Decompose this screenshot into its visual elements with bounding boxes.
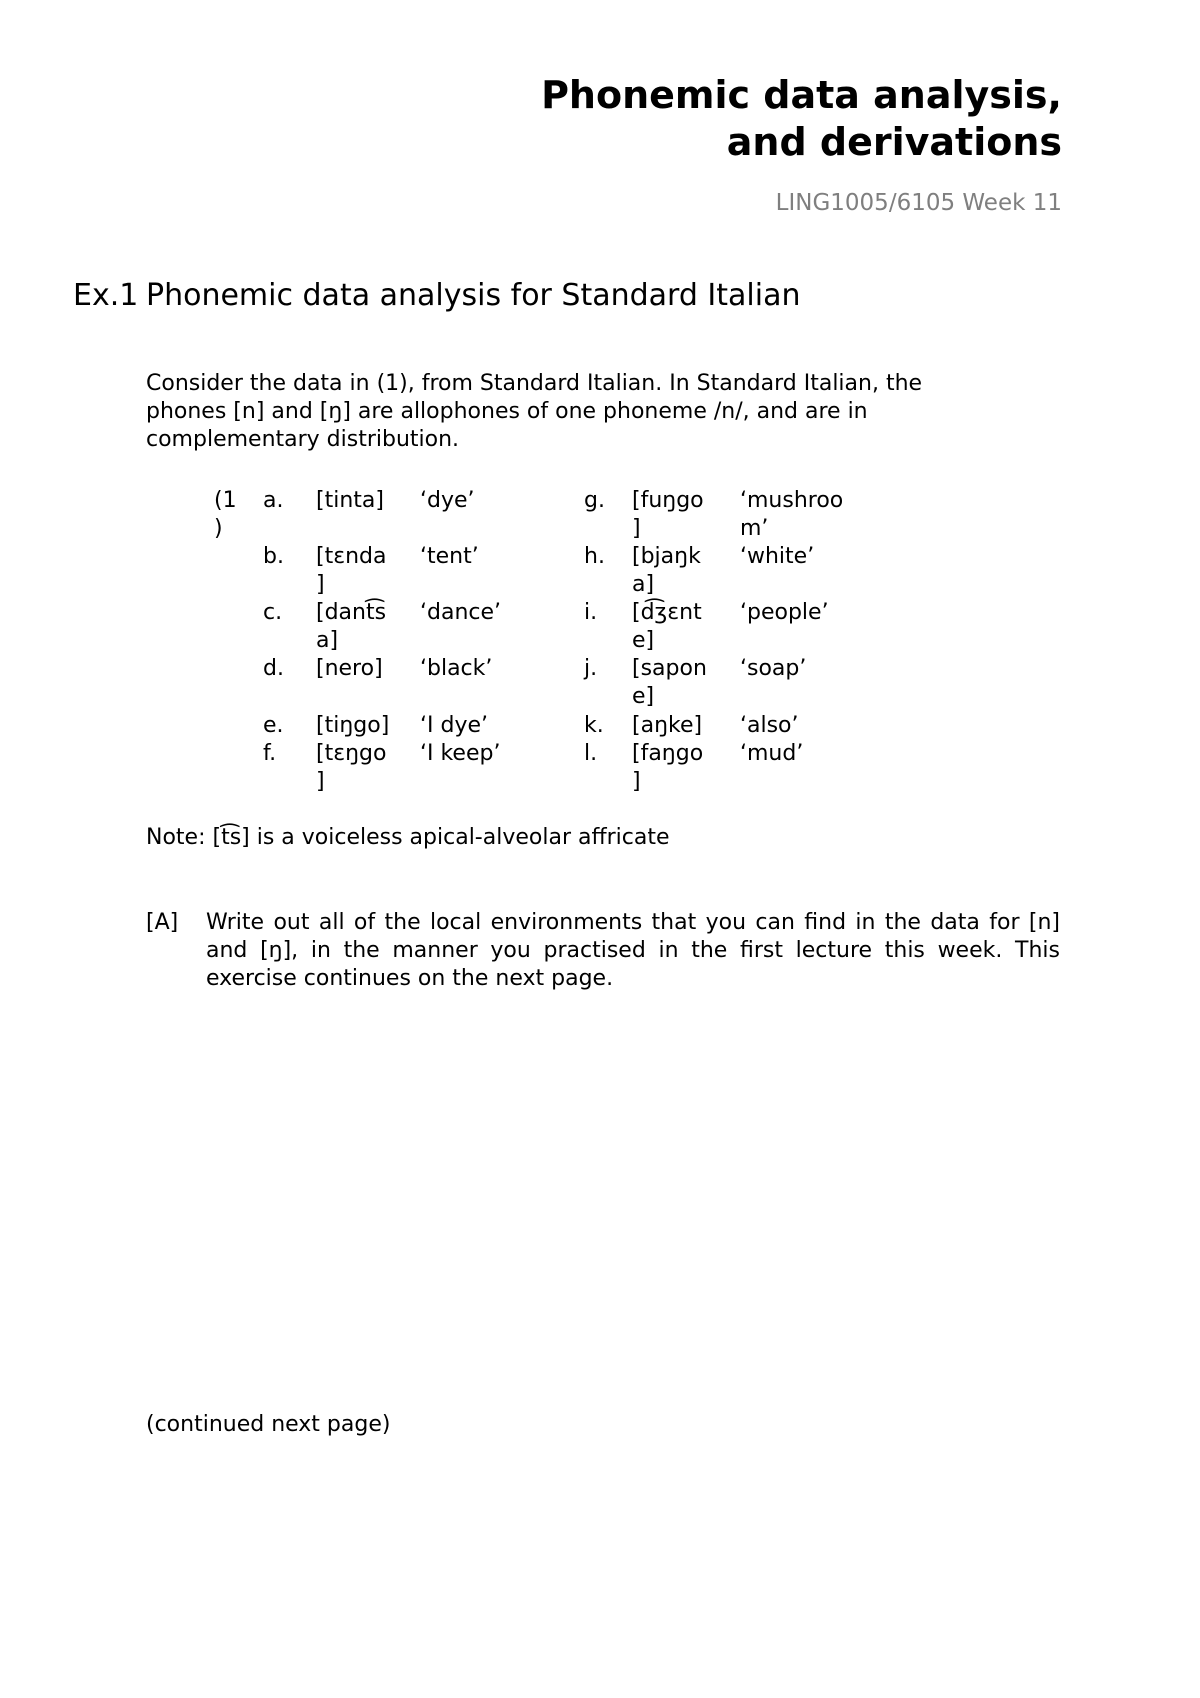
gloss: ‘I keep’: [420, 741, 501, 766]
example-number-label: (1 ): [214, 488, 237, 541]
course-week-label: LING1005/6105 Week 11: [775, 190, 1062, 216]
gloss: ‘people’: [740, 600, 829, 625]
task-a-text: Write out all of the local environments that you can find in the data for [n] and [ŋ], in the manner you practised in the first lecture this week. This exercise continues on the next page.: [206, 910, 1060, 991]
title-line-2: and derivations: [726, 120, 1062, 164]
ipa-transcription: [nero]: [316, 656, 383, 681]
continued-note: (continued next page): [146, 1412, 391, 1437]
gloss: ‘tent’: [420, 544, 479, 569]
data-letter: h.: [584, 544, 605, 569]
data-letter: d.: [263, 656, 284, 681]
ipa-transcription: [d͡ʒɛnt e]: [632, 600, 702, 653]
title-line-1: Phonemic data analysis,: [541, 73, 1062, 117]
ipa-transcription: [tinta]: [316, 488, 384, 513]
ipa-transcription: [dant͡s a]: [316, 600, 387, 653]
data-letter: i.: [584, 600, 598, 625]
data-letter: b.: [263, 544, 284, 569]
intro-line: phones [n] and [ŋ] are allophones of one phoneme /n/, and are in: [146, 399, 868, 424]
gloss: ‘soap’: [740, 656, 807, 681]
exercise-heading: [73, 278, 801, 313]
intro-line: complementary distribution.: [146, 427, 460, 452]
affricate-note: Note: [t͡s] is a voiceless apical-alveolar affricate: [146, 825, 670, 850]
ipa-transcription: [tiŋgo]: [316, 713, 390, 738]
gloss: ‘black’: [420, 656, 493, 681]
data-letter: l.: [584, 741, 598, 766]
ipa-transcription: [aŋke]: [632, 713, 703, 738]
gloss: ‘white’: [740, 544, 815, 569]
exercise-title: Phonemic data analysis for Standard Italian: [146, 278, 801, 313]
gloss: ‘dye’: [420, 488, 475, 513]
ipa-transcription: [tɛnda ]: [316, 544, 387, 597]
gloss: ‘I dye’: [420, 713, 488, 738]
gloss: ‘also’: [740, 713, 799, 738]
intro-line: Consider the data in (1), from Standard Italian. In Standard Italian, the: [146, 371, 923, 396]
document-title: [541, 72, 1062, 166]
intro-paragraph: [146, 370, 1046, 454]
gloss: ‘mushroo m’: [740, 488, 844, 541]
gloss: ‘mud’: [740, 741, 804, 766]
data-letter: a.: [263, 488, 284, 513]
task-a: [146, 909, 1060, 993]
ipa-transcription: [tɛŋgo ]: [316, 741, 387, 794]
data-letter: j.: [584, 656, 598, 681]
data-letter: k.: [584, 713, 604, 738]
task-a-marker: [A]: [146, 910, 179, 935]
data-letter: g.: [584, 488, 605, 513]
ipa-transcription: [bjaŋk a]: [632, 544, 701, 597]
ipa-transcription: [fuŋgo ]: [632, 488, 704, 541]
exercise-number: Ex.1: [73, 278, 139, 313]
data-letter: e.: [263, 713, 284, 738]
ipa-transcription: [faŋgo ]: [632, 741, 704, 794]
data-letter: c.: [263, 600, 283, 625]
gloss: ‘dance’: [420, 600, 502, 625]
data-letter: f.: [263, 741, 277, 766]
ipa-transcription: [sapon e]: [632, 656, 707, 709]
